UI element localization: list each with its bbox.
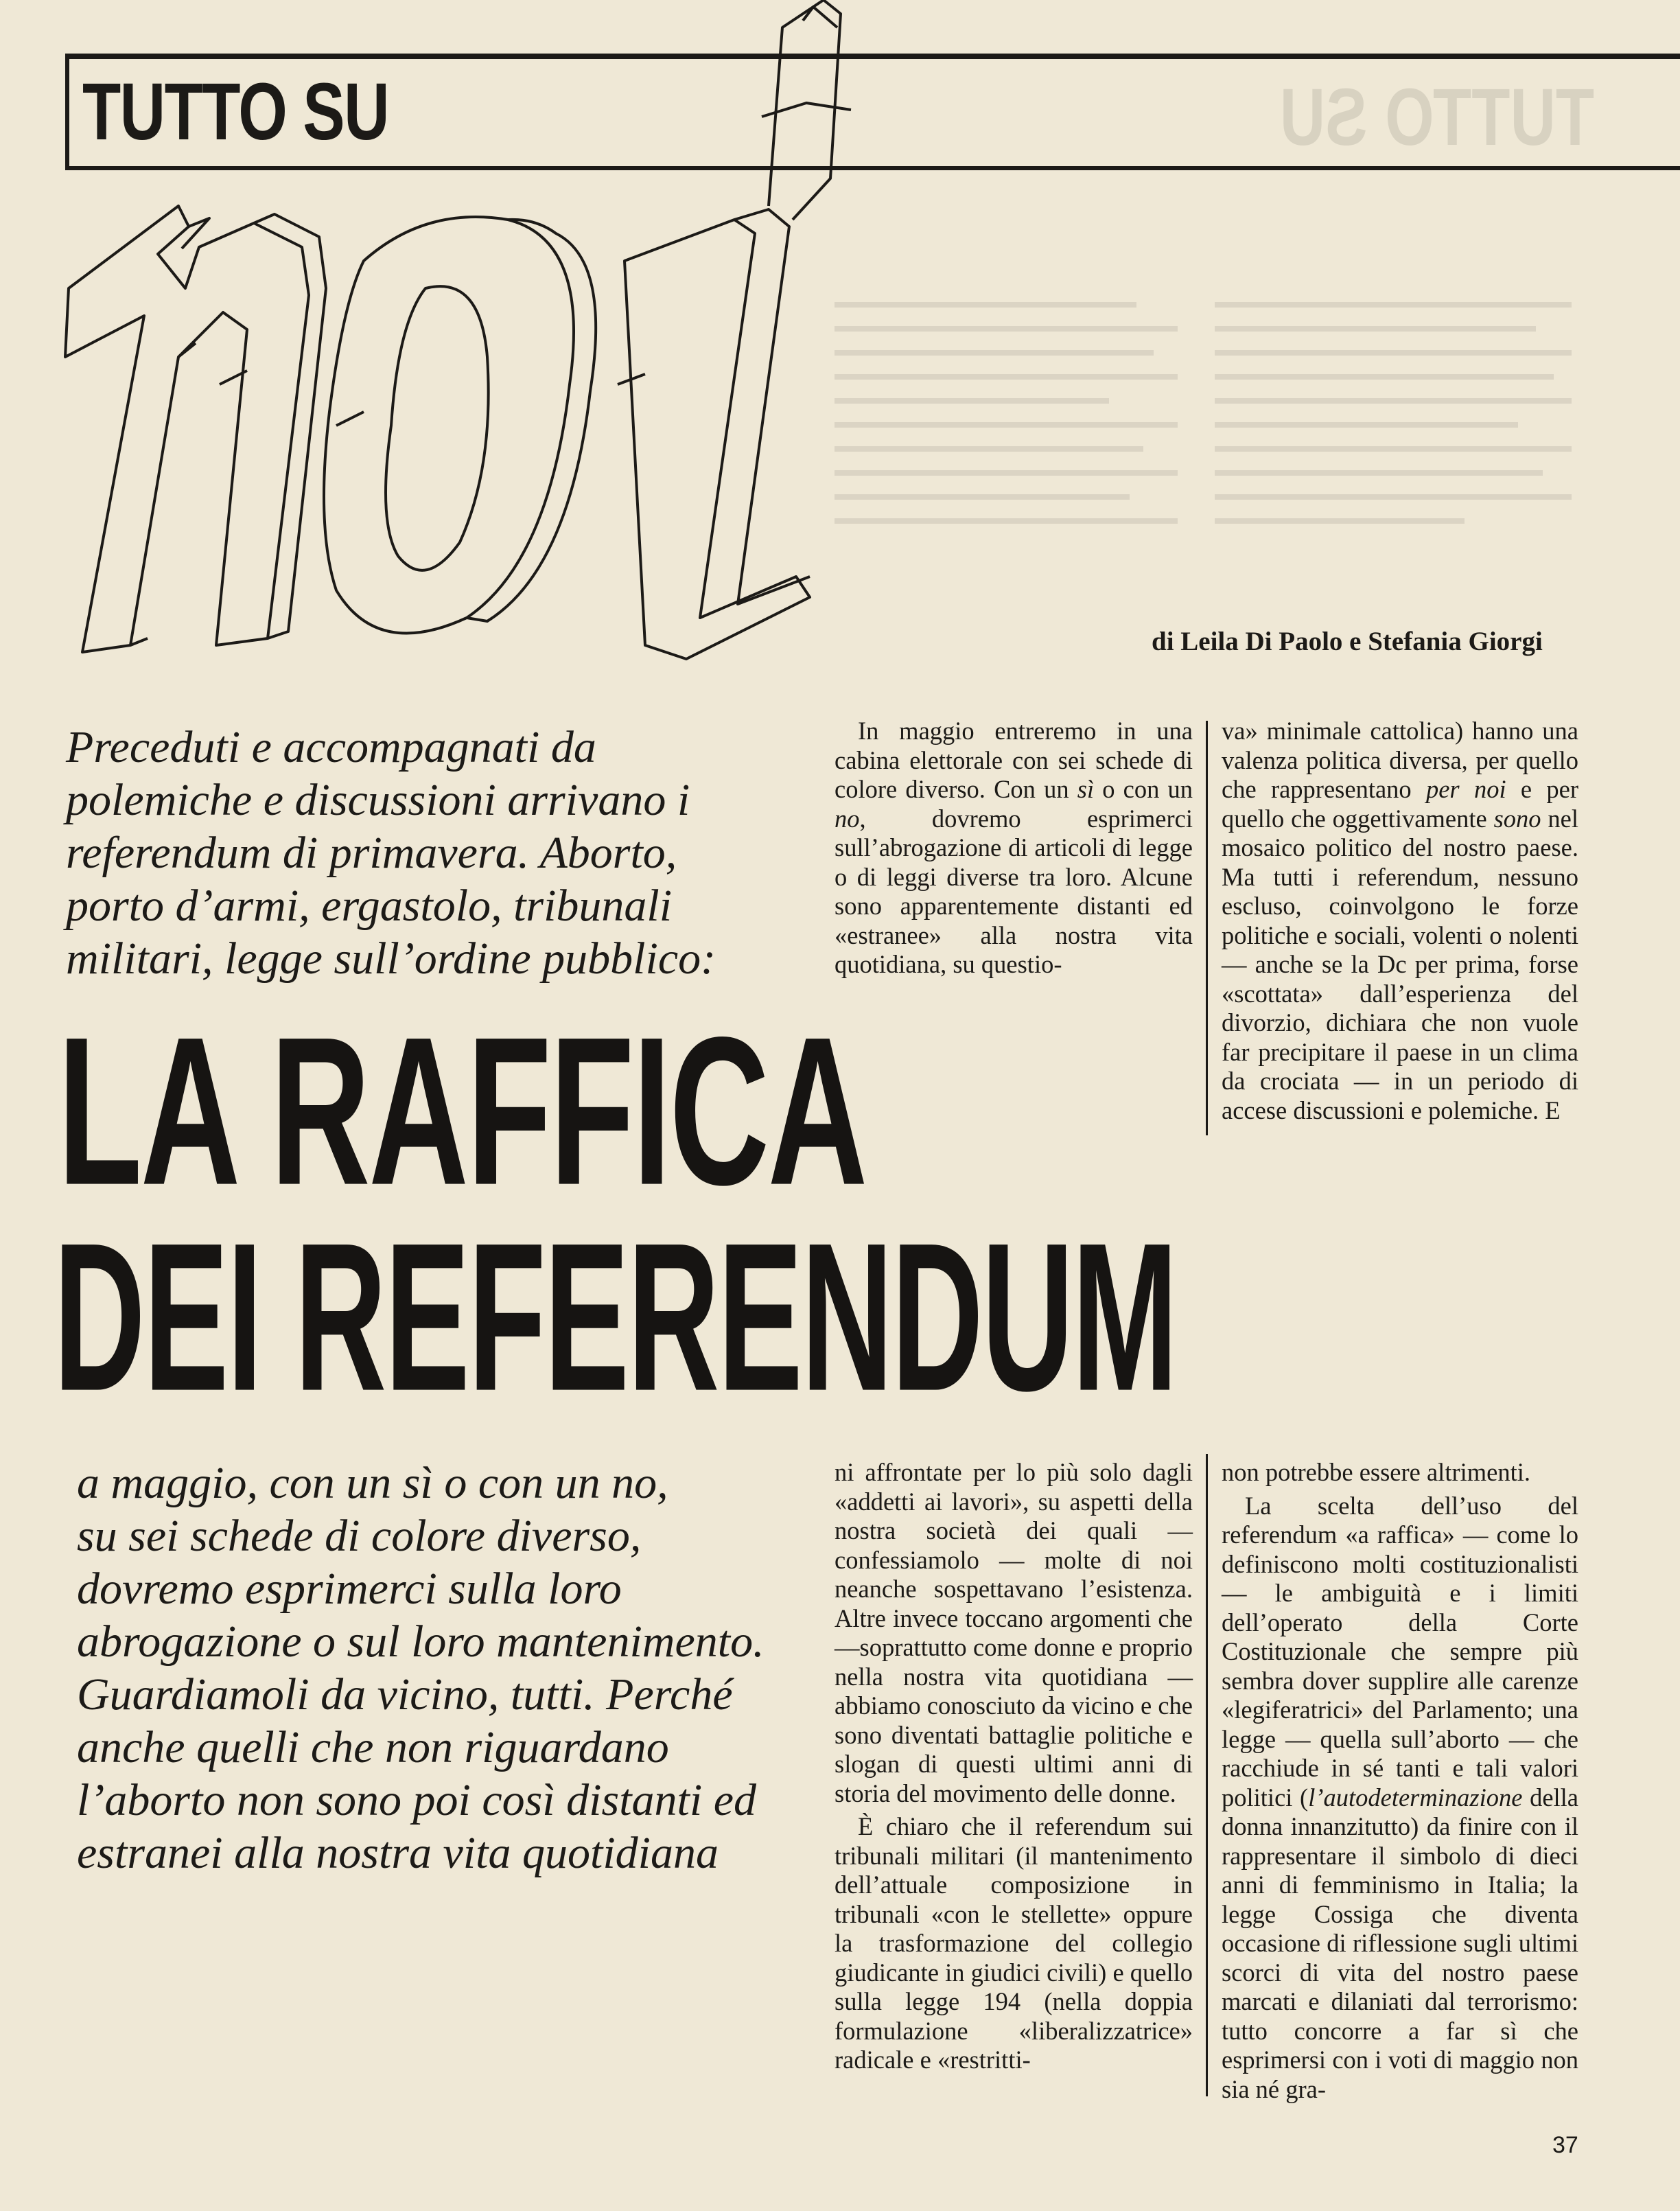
bleed-through-text-block (835, 302, 1178, 542)
lead-line: Preceduti e accompagnati da (66, 722, 596, 772)
paragraph: non potrebbe essere altrimenti. (1222, 1458, 1531, 1486)
lead-line: abrogazione o sul loro mantenimento. (77, 1617, 765, 1667)
body-column-1 (835, 717, 1193, 980)
body-column-3 (835, 1458, 1193, 2075)
lead-line: l’aborto non sono poi così distanti ed (77, 1775, 756, 1825)
lead-line: dovremo esprimerci sulla loro (77, 1564, 622, 1614)
lead-line: porto d’armi, ergastolo, tribunali (66, 881, 673, 931)
paragraph: ni affrontate per lo più solo dagli «addetti ai lavori», su aspetti della nostra società dei quali — confessiamolo — molte di noi neanche sospettavano l’esistenza. Altre invece toccano argomenti che —soprattutto come donne e proprio nella nostra vita quotidiana — abbiamo conosciuto da vicino e che sono diventati battaglie politiche e slogan di questi ultimi anni di storia del movimento delle donne. (835, 1458, 1193, 1807)
bleed-through-title: TUTTO SU (1279, 72, 1595, 163)
column-rule (1206, 1454, 1208, 2096)
header-box-rule (861, 166, 1680, 170)
paragraph: va» minimale cattolica) hanno una valenza politica diversa, per quello che rappresentano per noi e per quello che oggettivamente sono nel mosaico politico del nostro paese. Ma tutti i referendum, nessuno escluso, coinvolgono le forze politiche e sociali, volenti o nolenti — anche se la Dc per prima, forse «scottata» dall’esperienza del divorzio, dichiara che non vuole far precipitare il paese in un clima da crociata — in un periodo di accese discussioni e polemiche. E (1222, 717, 1579, 1124)
lead-line: Guardiamoli da vicino, tutti. Perché (77, 1669, 733, 1720)
byline: di Leila Di Paolo e Stefania Giorgi (1152, 627, 1543, 656)
lead-line: referendum di primavera. Aborto, (66, 828, 677, 878)
headline-line-2: DEI REFERENDUM (54, 1199, 1177, 1435)
body-column-2 (1222, 717, 1578, 1125)
column-rule (1206, 721, 1208, 1135)
bleed-through-text-block (1215, 302, 1572, 542)
paragraph: È chiaro che il referendum sui tribunali militari (il mantenimento dell’attuale composizione in tribunali «con le stellette» oppure la trasformazione del collegio giudicante in giudici civili) e quello sulla legge 194 (nella doppia formulazione «liberalizzatrice» radicale e «restritti- (835, 1812, 1193, 2074)
lead-bottom (77, 1457, 765, 1879)
paragraph: In maggio entreremo in una cabina elettorale con sei schede di colore diverso. Con un sì o con un no, dovremo esprimerci sull’abrogazione di articoli di legge o di leggi diverse tra loro. Alcune sono apparentemente distanti ed «estranee» alla nostra vita quotidiana, su questio- (835, 717, 1193, 978)
lead-line: estranei alla nostra vita quotidiana (77, 1828, 719, 1878)
lead-line: polemiche e discussioni arrivano i (66, 775, 690, 825)
lead-top (66, 721, 716, 985)
lead-line: a maggio, con un sì o con un no, (77, 1458, 668, 1508)
paragraph: La scelta dell’uso del referendum «a raffica» — come lo definiscono molti costituzionalisti — le ambiguità e i limiti dell’operato della Corte Costituzionale che sempre più sembra dover supplire alle carenze «legiferatrici» del Parlamento; una legge — quella sull’aborto — che racchiude in sé tanti e tali valori politici (l’autodeterminazione della donna innanzitutto) da finire con il rappresentare il simbolo di dieci anni di femminismo in Italia; la legge Cossiga che diventa occasione di riflessione sugli ultimi scorci di vita del nostro paese marcati e dilaniati dal terrorismo: tutto concorre a far sì che esprimersi con i voti di maggio non sia né gra- (1222, 1491, 1579, 2103)
lead-line: su sei schede di colore diverso, (77, 1511, 642, 1561)
headline-line-1: LA RAFFICA (58, 993, 866, 1229)
lead-line: anche quelli che non riguardano (77, 1722, 669, 1772)
feature-word-noi (41, 0, 865, 686)
lead-line: militari, legge sull’ordine pubblico: (66, 934, 716, 984)
page-number: 37 (1552, 2132, 1578, 2158)
section-label: TUTTO SU (82, 67, 389, 157)
body-column-4 (1222, 1458, 1578, 2104)
